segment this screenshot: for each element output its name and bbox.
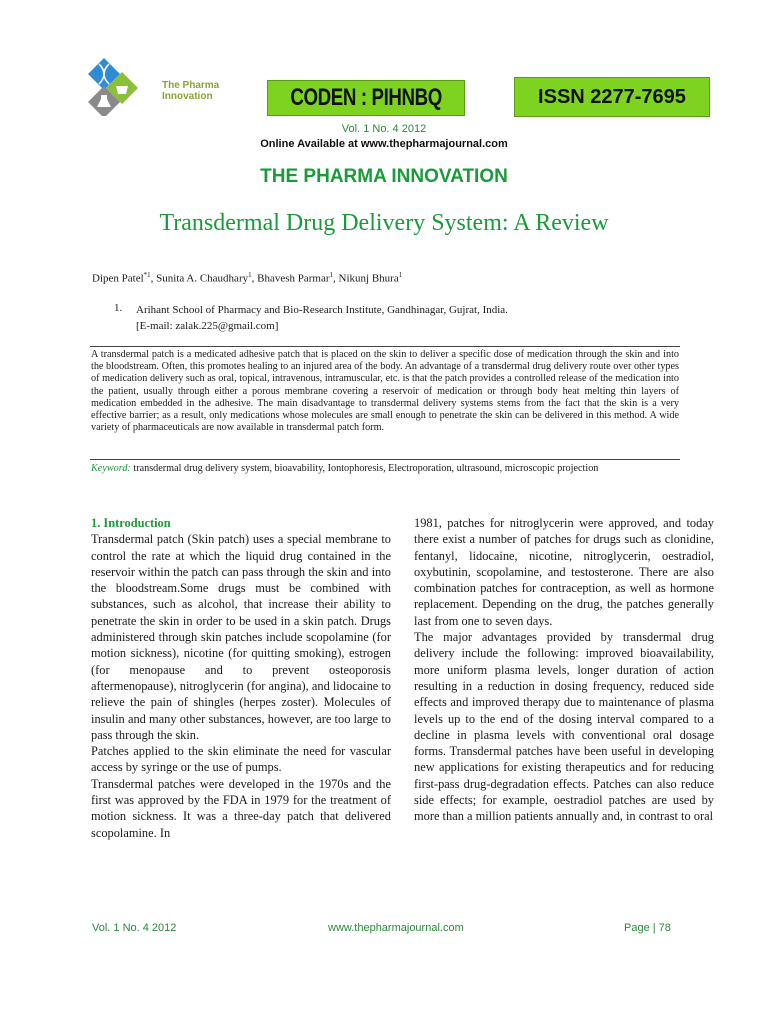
logo-pills-icon <box>126 74 154 102</box>
author-sup: 1 <box>398 271 403 279</box>
paragraph: The major advantages provided by transdermal drug delivery include the following: improved bioavailability, more uniform plasma levels, longer duration of action resulting in a reduction in dosing frequency, reduced side effects and improved therapy due to maintenance of plasma levels up to the end of the dosing interval compared to a decline in plasma levels with conventional oral dosage forms. Transdermal patches have been useful in developing new applications for existing therapeutics and for reducing first-pass drug-degradation effects. Patches can also reduce side effects; for example, oestradiol patches are used by more than a million patients annually and, in contrast to oral <box>414 630 714 824</box>
author-list: Dipen Patel$^{*1}$, Sunita A. Chaudhary$^1$, Bhavesh Parmar$^1$, Nikunj Bhura$^1$ <box>92 271 403 285</box>
abstract-text: A transdermal patch is a medicated adhesive patch that is placed on the skin to deliver a specific dose of medication through the skin and into the bloodstream. Often, this promotes healing to an injured area of the body. An advantage of a transdermal drug delivery route over other types of medication delivery such as oral, topical, intravenous, intramuscular, etc. is that the patch provides a controlled release of the medication into the patient, usually through either a porous membrane covering a reservoir of medication or through body heat melting thin layers of medication embedded in the adhesive. The main disadvantage to transdermal delivery systems stems from the fact that the skin is a very effective barrier; as a result, only medications whose molecules are small enough to penetrate the skin can be delivered in this method. A wide variety of pharmaceuticals are now available in transdermal patch form. <box>91 349 679 434</box>
affiliation-text: Arihant School of Pharmacy and Bio-Research Institute, Gandhinagar, Gujrat, India. <box>136 304 508 316</box>
author-sup: 1 <box>248 271 252 279</box>
journal-name: THE PHARMA INNOVATION <box>260 166 508 187</box>
author-name: Dipen Patel <box>92 272 144 285</box>
author-name: Sunita A. Chaudhary <box>156 272 249 285</box>
logo-line-2: Innovation <box>162 91 213 102</box>
coden-box <box>267 80 465 116</box>
left-column <box>91 515 391 841</box>
coden-text: CODEN : PIHNBQ <box>290 84 442 111</box>
footer-url[interactable]: www.thepharmajournal.com <box>328 922 464 934</box>
keywords-block <box>91 461 679 476</box>
article-title: Transdermal Drug Delivery System: A Review <box>159 210 609 236</box>
abstract-rule-bottom <box>90 459 680 460</box>
right-column <box>414 515 714 825</box>
section-heading: 1. Introduction <box>91 516 171 530</box>
online-availability: Online Available at www.thepharmajournal.com <box>260 138 508 150</box>
author-name: Bhavesh Parmar <box>257 272 330 285</box>
paragraph: Patches applied to the skin eliminate the need for vascular access by syringe or the use of pumps. <box>91 744 391 775</box>
author-email[interactable]: [E-mail: zalak.225@gmail.com] <box>136 320 279 332</box>
keywords-text: transdermal drug delivery system, bioavability, Iontophoresis, Electroporation, ultrasound, microscopic projection <box>133 463 599 474</box>
abstract-rule-top <box>90 346 680 347</box>
logo-text <box>162 80 219 102</box>
affiliation-block <box>136 302 508 334</box>
logo-line-1: The Pharma <box>162 80 220 91</box>
author-name: Nikunj Bhura <box>338 272 399 285</box>
issn-box <box>514 77 710 117</box>
volume-line: Vol. 1 No. 4 2012 <box>341 123 427 135</box>
keywords-label: Keyword: <box>91 463 131 474</box>
issn-text: ISSN 2277-7695 <box>538 85 686 108</box>
paragraph: 1981, patches for nitroglycerin were approved, and today there exist a number of patches for drugs such as clonidine, fentanyl, lidocaine, nicotine, nitroglycerin, oestradiol, oxybutinin, scopolamine, and testosterone. There are also combination patches for contraception, as well as hormone replacement. Depending on the drug, the patches generally last from one to seven days. <box>414 516 714 628</box>
paragraph: Transdermal patch (Skin patch) uses a special membrane to control the rate at which the liquid drug contained in the reservoir within the patch can pass through the skin and into the bloodstream.Some drugs must be combined with substances, such as alcohol, that increase their ability to penetrate the skin in order to be used in a skin patch. Drugs administered through skin patches include scopolamine (for motion sickness), nicotine (for quitting smoking), estrogen (for menopause and to prevent osteoporosis aftermenopause), nitroglycerin (for angina), and lidocaine to relieve the pain of shingles (herpes zoster). Molecules of insulin and many other substances, however, are too large to pass through the skin. <box>91 532 392 742</box>
paragraph: Transdermal patches were developed in the 1970s and the first was approved by the FDA in 1979 for the treatment of motion sickness. It was a three-day patch that delivered scopolamine. In <box>91 776 391 840</box>
affiliation-number: 1. <box>114 302 123 314</box>
author-sup: 1 <box>329 271 334 279</box>
footer-volume: Vol. 1 No. 4 2012 <box>92 922 177 934</box>
footer-page-number: Page | 78 <box>624 922 671 934</box>
author-sup: *1 <box>143 271 151 279</box>
